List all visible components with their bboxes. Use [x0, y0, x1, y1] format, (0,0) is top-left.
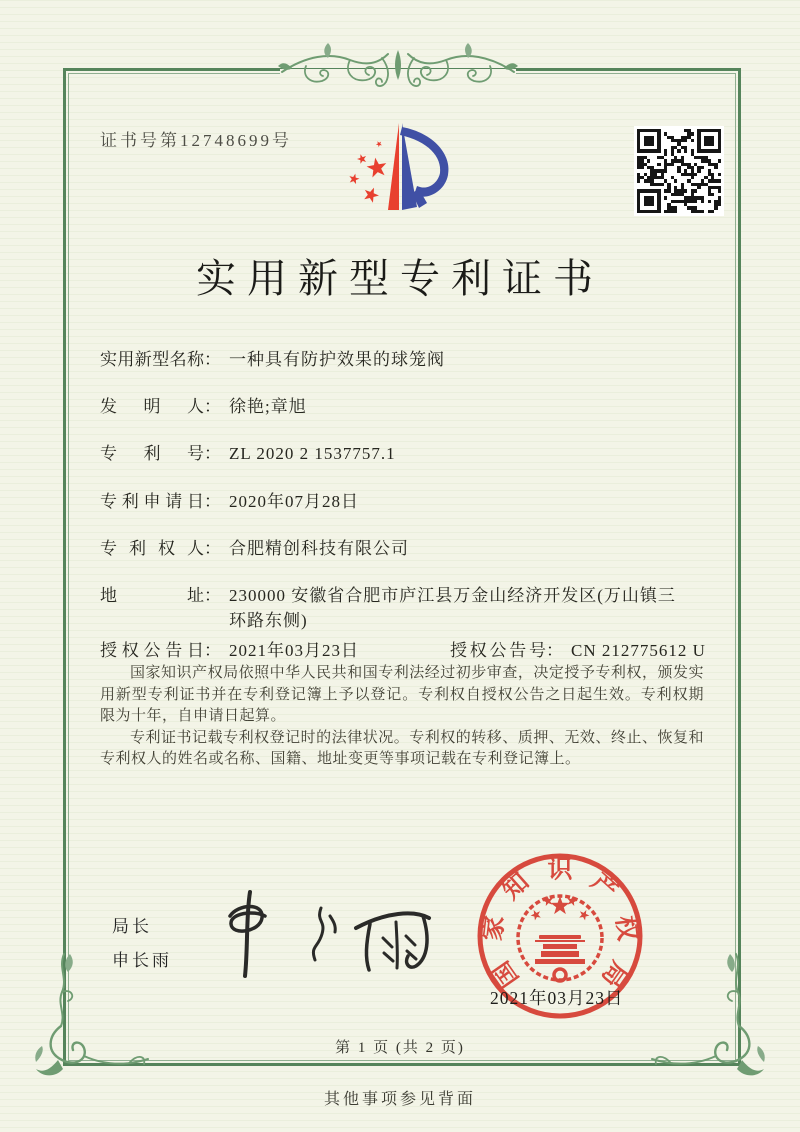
field-label: 地址 — [100, 586, 204, 605]
field-value: 徐艳;章旭 — [229, 397, 307, 416]
field-row-patent-number — [100, 441, 702, 466]
seal-char: 国 — [487, 955, 525, 992]
field-value: 230000 安徽省合肥市庐江县万金山经济开发区(万山镇三环路东侧) — [229, 586, 676, 630]
field-label: 专利权人 — [100, 539, 204, 558]
cnipa-logo-icon — [338, 112, 470, 218]
legal-text — [100, 663, 704, 771]
officer-name: 申长雨 — [112, 951, 172, 970]
field-label: 实用新型名称 — [100, 350, 204, 369]
legal-paragraph-1: 国家知识产权局依照中华人民共和国专利法经过初步审查，决定授予专利权，颁发实用新型专利证书并在专利登记簿上予以登记。专利权自授权公告之日起生效。专利权期限为十年，自申请日起算。 — [100, 665, 704, 724]
field-value: CN 212775612 U — [571, 641, 706, 660]
page-number: 第 1 页 (共 2 页) — [335, 1040, 465, 1056]
legal-paragraph-2: 专利证书记载专利权登记时的法律状况。专利权的转移、质押、无效、终止、恢复和专利权人的姓名或名称、国籍、地址变更等事项记载在专利登记簿上。 — [100, 729, 704, 767]
field-row-filing-date — [100, 489, 702, 514]
corner-flourish-icon — [651, 952, 766, 1080]
certificate-number: 证书号第12748699号 — [100, 131, 292, 150]
seal-char: 识 — [547, 856, 573, 884]
corner-flourish-icon — [34, 952, 149, 1080]
seal-char: 知 — [497, 868, 535, 906]
seal-char: 产 — [585, 868, 623, 906]
field-value: 2020年07月28日 — [229, 492, 359, 511]
field-colon: ： — [204, 492, 221, 511]
back-side-note: 其他事项参见背面 — [323, 1091, 476, 1108]
qr-code — [634, 126, 724, 216]
field-colon: ： — [204, 641, 221, 660]
field-value: 合肥精创科技有限公司 — [229, 539, 409, 558]
field-row-address — [100, 583, 702, 633]
field-value: 2021年03月23日 — [229, 641, 359, 660]
field-label: 专利申请日 — [100, 492, 204, 511]
certificate-title: 实用新型专利证书 — [196, 256, 604, 301]
seal-char: 权 — [610, 914, 641, 943]
field-colon: ： — [546, 641, 563, 660]
field-colon: ： — [204, 539, 221, 558]
field-row-grant-date — [100, 638, 706, 663]
field-colon: ： — [204, 397, 221, 416]
field-value: 一种具有防护效果的球笼阀 — [229, 350, 445, 369]
field-value: ZL 2020 2 1537757.1 — [229, 444, 396, 463]
field-colon: ： — [204, 586, 221, 605]
field-label: 授权公告日 — [100, 641, 204, 660]
field-grant-number — [450, 638, 706, 663]
seal-date: 2021年03月23日 — [490, 988, 624, 1008]
field-label: 专利号 — [100, 444, 204, 463]
seal-char: 家 — [479, 914, 510, 943]
officer-title: 局长 — [112, 917, 152, 936]
field-label: 授权公告号 — [450, 641, 546, 660]
field-row-utility-model-name — [100, 347, 702, 372]
field-row-patentee — [100, 536, 702, 561]
field-colon: ： — [204, 350, 221, 369]
national-emblem-icon — [518, 895, 602, 981]
field-row-inventor — [100, 394, 702, 419]
field-colon: ： — [204, 444, 221, 463]
seal-char: 局 — [595, 955, 633, 992]
top-scroll-ornament-icon — [278, 42, 518, 100]
field-label: 发明人 — [100, 397, 204, 416]
director-signature — [218, 886, 436, 982]
